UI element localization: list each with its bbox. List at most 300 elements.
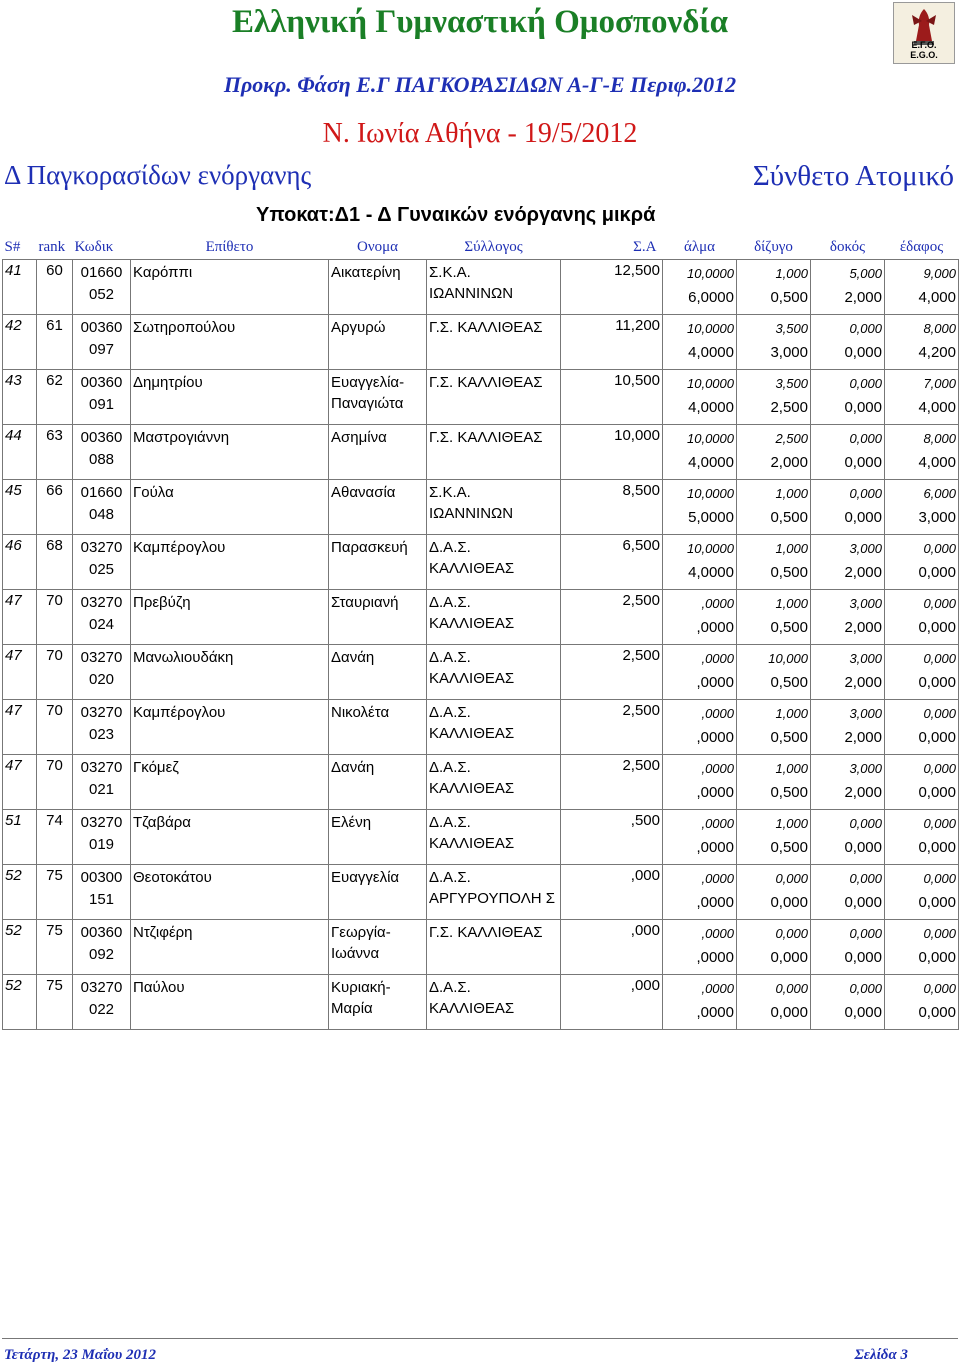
vault-score-top: ,0000 xyxy=(701,596,734,611)
col-header-bars: δίζυγο xyxy=(737,235,811,260)
code-cell: 03270 024 xyxy=(73,590,131,645)
bars-score-cell xyxy=(737,865,811,920)
code-cell: 00360 092 xyxy=(73,920,131,975)
floor-score-bottom: 4,000 xyxy=(918,454,956,471)
first-name-cell: Αργυρώ xyxy=(329,315,427,370)
surname-cell: Τζαβάρα xyxy=(131,810,329,865)
floor-score-top: 0,000 xyxy=(923,926,956,941)
total-score-cell: 10,500 xyxy=(561,370,663,425)
bars-score-bottom: 0,500 xyxy=(770,509,808,526)
vault-score-bottom: ,0000 xyxy=(696,784,734,801)
surname-cell: Σωτηροπούλου xyxy=(131,315,329,370)
vault-score-top: 10,0000 xyxy=(687,266,734,281)
serial-number: 47 xyxy=(3,755,37,810)
total-score-cell: ,000 xyxy=(561,865,663,920)
beam-score-bottom: 0,000 xyxy=(844,399,882,416)
first-name-cell: Σταυριανή xyxy=(329,590,427,645)
floor-score-bottom: 0,000 xyxy=(918,894,956,911)
table-row xyxy=(3,700,959,755)
rank-cell: 75 xyxy=(37,920,73,975)
vault-score-bottom: 5,0000 xyxy=(688,509,734,526)
vault-score-cell xyxy=(663,315,737,370)
floor-score-cell xyxy=(885,425,959,480)
vault-score-bottom: ,0000 xyxy=(696,674,734,691)
vault-score-top: ,0000 xyxy=(701,761,734,776)
surname-cell: Καμπέρογλου xyxy=(131,700,329,755)
floor-score-cell xyxy=(885,645,959,700)
first-name-cell: Ευαγγελία- Παναγιώτα xyxy=(329,370,427,425)
vault-score-cell xyxy=(663,975,737,1030)
beam-score-top: 0,000 xyxy=(849,926,882,941)
club-cell: Δ.Α.Σ. ΚΑΛΛΙΘΕΑΣ xyxy=(427,755,561,810)
bars-score-cell xyxy=(737,535,811,590)
total-score-cell: 12,500 xyxy=(561,260,663,315)
vault-score-bottom: 4,0000 xyxy=(688,344,734,361)
bars-score-top: 2,500 xyxy=(775,431,808,446)
table-row xyxy=(3,755,959,810)
total-score-cell: ,500 xyxy=(561,810,663,865)
serial-number: 47 xyxy=(3,700,37,755)
club-cell: Γ.Σ. ΚΑΛΛΙΘΕΑΣ xyxy=(427,425,561,480)
beam-score-bottom: 2,000 xyxy=(844,564,882,581)
floor-score-bottom: 3,000 xyxy=(918,509,956,526)
bars-score-bottom: 0,500 xyxy=(770,839,808,856)
vault-score-bottom: ,0000 xyxy=(696,729,734,746)
serial-number: 52 xyxy=(3,865,37,920)
bars-score-bottom: 3,000 xyxy=(770,344,808,361)
first-name-cell: Νικολέτα xyxy=(329,700,427,755)
total-score-cell: 10,000 xyxy=(561,425,663,480)
club-cell: Δ.Α.Σ. ΚΑΛΛΙΘΕΑΣ xyxy=(427,645,561,700)
floor-score-cell xyxy=(885,975,959,1030)
floor-score-top: 6,000 xyxy=(923,486,956,501)
col-header-name: Ονομα xyxy=(329,235,427,260)
category-title: Δ Παγκορασίδων ενόργανης xyxy=(4,160,312,190)
floor-score-top: 7,000 xyxy=(923,376,956,391)
floor-score-top: 9,000 xyxy=(923,266,956,281)
beam-score-top: 0,000 xyxy=(849,486,882,501)
bars-score-top: 0,000 xyxy=(775,926,808,941)
bars-score-bottom: 0,000 xyxy=(770,1004,808,1021)
floor-score-cell xyxy=(885,480,959,535)
floor-score-cell xyxy=(885,315,959,370)
beam-score-cell xyxy=(811,700,885,755)
col-header-floor: έδαφος xyxy=(885,235,959,260)
bars-score-top: 1,000 xyxy=(775,706,808,721)
vault-score-bottom: 4,0000 xyxy=(688,454,734,471)
first-name-cell: Ασημίνα xyxy=(329,425,427,480)
club-cell: Δ.Α.Σ. ΚΑΛΛΙΘΕΑΣ xyxy=(427,700,561,755)
bars-score-cell xyxy=(737,645,811,700)
club-cell: Σ.Κ.Α. ΙΩΑΝΝΙΝΩΝ xyxy=(427,480,561,535)
code-cell: 03270 022 xyxy=(73,975,131,1030)
bars-score-cell xyxy=(737,260,811,315)
vault-score-bottom: ,0000 xyxy=(696,949,734,966)
surname-cell: Γούλα xyxy=(131,480,329,535)
first-name-cell: Παρασκευή xyxy=(329,535,427,590)
vault-score-cell xyxy=(663,480,737,535)
floor-score-top: 0,000 xyxy=(923,871,956,886)
beam-score-top: 0,000 xyxy=(849,816,882,831)
club-cell: Γ.Σ. ΚΑΛΛΙΘΕΑΣ xyxy=(427,370,561,425)
floor-score-bottom: 0,000 xyxy=(918,564,956,581)
serial-number: 43 xyxy=(3,370,37,425)
vault-score-cell xyxy=(663,700,737,755)
floor-score-top: 0,000 xyxy=(923,761,956,776)
footer-divider xyxy=(2,1338,958,1339)
serial-number: 42 xyxy=(3,315,37,370)
beam-score-top: 3,000 xyxy=(849,541,882,556)
vault-score-bottom: 4,0000 xyxy=(688,564,734,581)
table-row xyxy=(3,535,959,590)
table-row xyxy=(3,920,959,975)
beam-score-top: 0,000 xyxy=(849,431,882,446)
code-cell: 03270 020 xyxy=(73,645,131,700)
surname-cell: Θεοτοκάτου xyxy=(131,865,329,920)
beam-score-bottom: 2,000 xyxy=(844,784,882,801)
beam-score-cell xyxy=(811,975,885,1030)
bars-score-bottom: 0,500 xyxy=(770,619,808,636)
table-row xyxy=(3,480,959,535)
surname-cell: Καμπέρογλου xyxy=(131,535,329,590)
vault-score-cell xyxy=(663,260,737,315)
bars-score-top: 1,000 xyxy=(775,266,808,281)
vault-score-cell xyxy=(663,645,737,700)
floor-score-cell xyxy=(885,260,959,315)
surname-cell: Πρεβύζη xyxy=(131,590,329,645)
table-row xyxy=(3,315,959,370)
floor-score-bottom: 0,000 xyxy=(918,839,956,856)
code-cell: 01660 052 xyxy=(73,260,131,315)
serial-number: 51 xyxy=(3,810,37,865)
col-header-beam: δοκός xyxy=(811,235,885,260)
vault-score-cell xyxy=(663,370,737,425)
code-cell: 00360 097 xyxy=(73,315,131,370)
bars-score-bottom: 0,500 xyxy=(770,289,808,306)
vault-score-top: 10,0000 xyxy=(687,486,734,501)
col-header-surname: Επίθετο xyxy=(131,235,329,260)
vault-score-bottom: 6,0000 xyxy=(688,289,734,306)
serial-number: 41 xyxy=(3,260,37,315)
competition-title: Προκρ. Φάση Ε.Γ ΠΑΓΚΟΡΑΣΙΔΩΝ Α-Γ-Ε Περιφ.2012 xyxy=(223,72,737,97)
header-row xyxy=(3,235,959,260)
beam-score-top: 0,000 xyxy=(849,376,882,391)
table-row xyxy=(3,810,959,865)
vault-score-bottom: ,0000 xyxy=(696,619,734,636)
rank-cell: 70 xyxy=(37,700,73,755)
first-name-cell: Ευαγγελία xyxy=(329,865,427,920)
vault-score-cell xyxy=(663,865,737,920)
subcategory-title: Υποκατ:Δ1 - Δ Γυναικών ενόργανης μικρά xyxy=(256,204,656,226)
code-cell: 00360 088 xyxy=(73,425,131,480)
total-score-cell: ,000 xyxy=(561,975,663,1030)
floor-score-cell xyxy=(885,755,959,810)
floor-score-cell xyxy=(885,590,959,645)
results-table xyxy=(2,235,959,1030)
rank-cell: 61 xyxy=(37,315,73,370)
beam-score-cell xyxy=(811,755,885,810)
first-name-cell: Κυριακή- Μαρία xyxy=(329,975,427,1030)
bars-score-bottom: 0,500 xyxy=(770,784,808,801)
floor-score-cell xyxy=(885,920,959,975)
beam-score-cell xyxy=(811,810,885,865)
rank-cell: 63 xyxy=(37,425,73,480)
table-row xyxy=(3,645,959,700)
first-name-cell: Γεωργία- Ιωάννα xyxy=(329,920,427,975)
floor-score-cell xyxy=(885,700,959,755)
beam-score-cell xyxy=(811,590,885,645)
bars-score-top: 10,000 xyxy=(768,651,808,666)
vault-score-cell xyxy=(663,425,737,480)
table-row xyxy=(3,260,959,315)
club-cell: Σ.Κ.Α. ΙΩΑΝΝΙΝΩΝ xyxy=(427,260,561,315)
vault-score-cell xyxy=(663,810,737,865)
bars-score-top: 3,500 xyxy=(775,321,808,336)
surname-cell: Καρόππι xyxy=(131,260,329,315)
beam-score-cell xyxy=(811,920,885,975)
beam-score-cell xyxy=(811,315,885,370)
floor-score-cell xyxy=(885,810,959,865)
beam-score-bottom: 0,000 xyxy=(844,344,882,361)
total-score-cell: ,000 xyxy=(561,920,663,975)
table-row xyxy=(3,865,959,920)
vault-score-top: ,0000 xyxy=(701,816,734,831)
bars-score-bottom: 0,000 xyxy=(770,949,808,966)
floor-score-bottom: 4,000 xyxy=(918,399,956,416)
surname-cell: Δημητρίου xyxy=(131,370,329,425)
club-cell: Δ.Α.Σ. ΚΑΛΛΙΘΕΑΣ xyxy=(427,590,561,645)
code-cell: 03270 021 xyxy=(73,755,131,810)
bars-score-top: 1,000 xyxy=(775,596,808,611)
beam-score-cell xyxy=(811,370,885,425)
beam-score-cell xyxy=(811,865,885,920)
floor-score-top: 0,000 xyxy=(923,816,956,831)
floor-score-bottom: 0,000 xyxy=(918,619,956,636)
vault-score-cell xyxy=(663,920,737,975)
serial-number: 52 xyxy=(3,975,37,1030)
col-header-club: Σύλλογος xyxy=(427,235,561,260)
surname-cell: Μαστρογιάννη xyxy=(131,425,329,480)
bars-score-top: 1,000 xyxy=(775,761,808,776)
club-cell: Γ.Σ. ΚΑΛΛΙΘΕΑΣ xyxy=(427,920,561,975)
bars-score-cell xyxy=(737,590,811,645)
bars-score-bottom: 2,000 xyxy=(770,454,808,471)
logo-text: Ε.Γ.Ο. E.G.O. xyxy=(910,40,938,60)
floor-score-bottom: 0,000 xyxy=(918,949,956,966)
col-header-code: Κωδικ xyxy=(73,235,131,260)
club-cell: Δ.Α.Σ. ΚΑΛΛΙΘΕΑΣ xyxy=(427,535,561,590)
bars-score-cell xyxy=(737,810,811,865)
bars-score-cell xyxy=(737,920,811,975)
first-name-cell: Αικατερίνη xyxy=(329,260,427,315)
total-score-cell: 2,500 xyxy=(561,755,663,810)
bars-score-top: 3,500 xyxy=(775,376,808,391)
code-cell: 01660 048 xyxy=(73,480,131,535)
rank-cell: 62 xyxy=(37,370,73,425)
bars-score-cell xyxy=(737,315,811,370)
floor-score-bottom: 4,200 xyxy=(918,344,956,361)
serial-number: 44 xyxy=(3,425,37,480)
first-name-cell: Δανάη xyxy=(329,755,427,810)
beam-score-top: 0,000 xyxy=(849,981,882,996)
bars-score-cell xyxy=(737,700,811,755)
bars-score-cell xyxy=(737,370,811,425)
serial-number: 47 xyxy=(3,645,37,700)
footer-date: Τετάρτη, 23 Μαΐου 2012 xyxy=(4,1347,156,1363)
beam-score-cell xyxy=(811,425,885,480)
col-header-total: Σ.Α xyxy=(561,235,663,260)
beam-score-cell xyxy=(811,645,885,700)
bars-score-top: 1,000 xyxy=(775,816,808,831)
serial-number: 52 xyxy=(3,920,37,975)
first-name-cell: Ελένη xyxy=(329,810,427,865)
serial-number: 47 xyxy=(3,590,37,645)
beam-score-cell xyxy=(811,535,885,590)
surname-cell: Μανωλιουδάκη xyxy=(131,645,329,700)
bars-score-bottom: 0,500 xyxy=(770,729,808,746)
floor-score-bottom: 4,000 xyxy=(918,289,956,306)
club-cell: Δ.Α.Σ. ΑΡΓΥΡΟΥΠΟΛΗ Σ xyxy=(427,865,561,920)
floor-score-top: 0,000 xyxy=(923,541,956,556)
bars-score-bottom: 0,500 xyxy=(770,564,808,581)
surname-cell: Ντζιφέρη xyxy=(131,920,329,975)
beam-score-bottom: 0,000 xyxy=(844,894,882,911)
beam-score-top: 3,000 xyxy=(849,761,882,776)
vault-score-top: ,0000 xyxy=(701,651,734,666)
rank-cell: 60 xyxy=(37,260,73,315)
floor-score-bottom: 0,000 xyxy=(918,784,956,801)
floor-score-top: 8,000 xyxy=(923,431,956,446)
beam-score-cell xyxy=(811,260,885,315)
bars-score-bottom: 0,500 xyxy=(770,674,808,691)
beam-score-bottom: 2,000 xyxy=(844,619,882,636)
bars-score-cell xyxy=(737,975,811,1030)
code-cell: 03270 019 xyxy=(73,810,131,865)
beam-score-bottom: 0,000 xyxy=(844,839,882,856)
beam-score-bottom: 0,000 xyxy=(844,509,882,526)
beam-score-bottom: 2,000 xyxy=(844,729,882,746)
vault-score-top: 10,0000 xyxy=(687,321,734,336)
vault-score-cell xyxy=(663,590,737,645)
total-score-cell: 2,500 xyxy=(561,590,663,645)
rank-cell: 70 xyxy=(37,755,73,810)
rank-cell: 70 xyxy=(37,645,73,700)
club-cell: Δ.Α.Σ. ΚΑΛΛΙΘΕΑΣ xyxy=(427,810,561,865)
vault-score-cell xyxy=(663,535,737,590)
total-score-cell: 8,500 xyxy=(561,480,663,535)
beam-score-top: 5,000 xyxy=(849,266,882,281)
table-row xyxy=(3,975,959,1030)
venue-date: Ν. Ιωνία Αθήνα - 19/5/2012 xyxy=(322,118,638,149)
beam-score-bottom: 2,000 xyxy=(844,289,882,306)
club-cell: Γ.Σ. ΚΑΛΛΙΘΕΑΣ xyxy=(427,315,561,370)
rank-cell: 70 xyxy=(37,590,73,645)
floor-score-top: 0,000 xyxy=(923,596,956,611)
federation-title: Ελληνική Γυμναστική Ομοσπονδία xyxy=(231,4,729,40)
floor-score-top: 8,000 xyxy=(923,321,956,336)
rank-cell: 74 xyxy=(37,810,73,865)
bars-score-bottom: 2,500 xyxy=(770,399,808,416)
bars-score-cell xyxy=(737,425,811,480)
bars-score-top: 0,000 xyxy=(775,981,808,996)
surname-cell: Παύλου xyxy=(131,975,329,1030)
total-score-cell: 11,200 xyxy=(561,315,663,370)
col-header-sn: S# xyxy=(3,235,37,260)
beam-score-top: 3,000 xyxy=(849,596,882,611)
bars-score-top: 0,000 xyxy=(775,871,808,886)
bars-score-cell xyxy=(737,755,811,810)
col-header-vault: άλμα xyxy=(663,235,737,260)
bars-score-bottom: 0,000 xyxy=(770,894,808,911)
table-row xyxy=(3,590,959,645)
bars-score-cell xyxy=(737,480,811,535)
vault-score-bottom: 4,0000 xyxy=(688,399,734,416)
event-type-title: Σύνθετο Ατομικό xyxy=(752,160,954,192)
floor-score-cell xyxy=(885,370,959,425)
total-score-cell: 2,500 xyxy=(561,700,663,755)
vault-score-top: ,0000 xyxy=(701,871,734,886)
vault-score-bottom: ,0000 xyxy=(696,1004,734,1021)
first-name-cell: Αθανασία xyxy=(329,480,427,535)
total-score-cell: 2,500 xyxy=(561,645,663,700)
rank-cell: 66 xyxy=(37,480,73,535)
beam-score-cell xyxy=(811,480,885,535)
beam-score-top: 3,000 xyxy=(849,651,882,666)
beam-score-top: 3,000 xyxy=(849,706,882,721)
floor-score-bottom: 0,000 xyxy=(918,729,956,746)
total-score-cell: 6,500 xyxy=(561,535,663,590)
code-cell: 03270 023 xyxy=(73,700,131,755)
vault-score-top: 10,0000 xyxy=(687,541,734,556)
beam-score-top: 0,000 xyxy=(849,321,882,336)
bars-score-top: 1,000 xyxy=(775,486,808,501)
floor-score-bottom: 0,000 xyxy=(918,1004,956,1021)
vault-score-bottom: ,0000 xyxy=(696,839,734,856)
vault-score-top: ,0000 xyxy=(701,981,734,996)
surname-cell: Γκόμεζ xyxy=(131,755,329,810)
beam-score-bottom: 0,000 xyxy=(844,949,882,966)
bars-score-top: 1,000 xyxy=(775,541,808,556)
beam-score-bottom: 0,000 xyxy=(844,454,882,471)
beam-score-bottom: 0,000 xyxy=(844,1004,882,1021)
vault-score-top: ,0000 xyxy=(701,706,734,721)
club-cell: Δ.Α.Σ. ΚΑΛΛΙΘΕΑΣ xyxy=(427,975,561,1030)
table-row xyxy=(3,425,959,480)
vault-score-top: ,0000 xyxy=(701,926,734,941)
vault-score-top: 10,0000 xyxy=(687,376,734,391)
first-name-cell: Δανάη xyxy=(329,645,427,700)
rank-cell: 68 xyxy=(37,535,73,590)
rank-cell: 75 xyxy=(37,865,73,920)
code-cell: 00360 091 xyxy=(73,370,131,425)
col-header-rank: rank xyxy=(37,235,73,260)
vault-score-bottom: ,0000 xyxy=(696,894,734,911)
beam-score-bottom: 2,000 xyxy=(844,674,882,691)
floor-score-top: 0,000 xyxy=(923,651,956,666)
rank-cell: 75 xyxy=(37,975,73,1030)
serial-number: 45 xyxy=(3,480,37,535)
vault-score-cell xyxy=(663,755,737,810)
table-row xyxy=(3,370,959,425)
vault-score-top: 10,0000 xyxy=(687,431,734,446)
floor-score-top: 0,000 xyxy=(923,981,956,996)
code-cell: 00300 151 xyxy=(73,865,131,920)
floor-score-cell xyxy=(885,535,959,590)
federation-logo xyxy=(893,2,955,64)
page-number: Σελίδα 3 xyxy=(854,1347,908,1363)
serial-number: 46 xyxy=(3,535,37,590)
beam-score-top: 0,000 xyxy=(849,871,882,886)
